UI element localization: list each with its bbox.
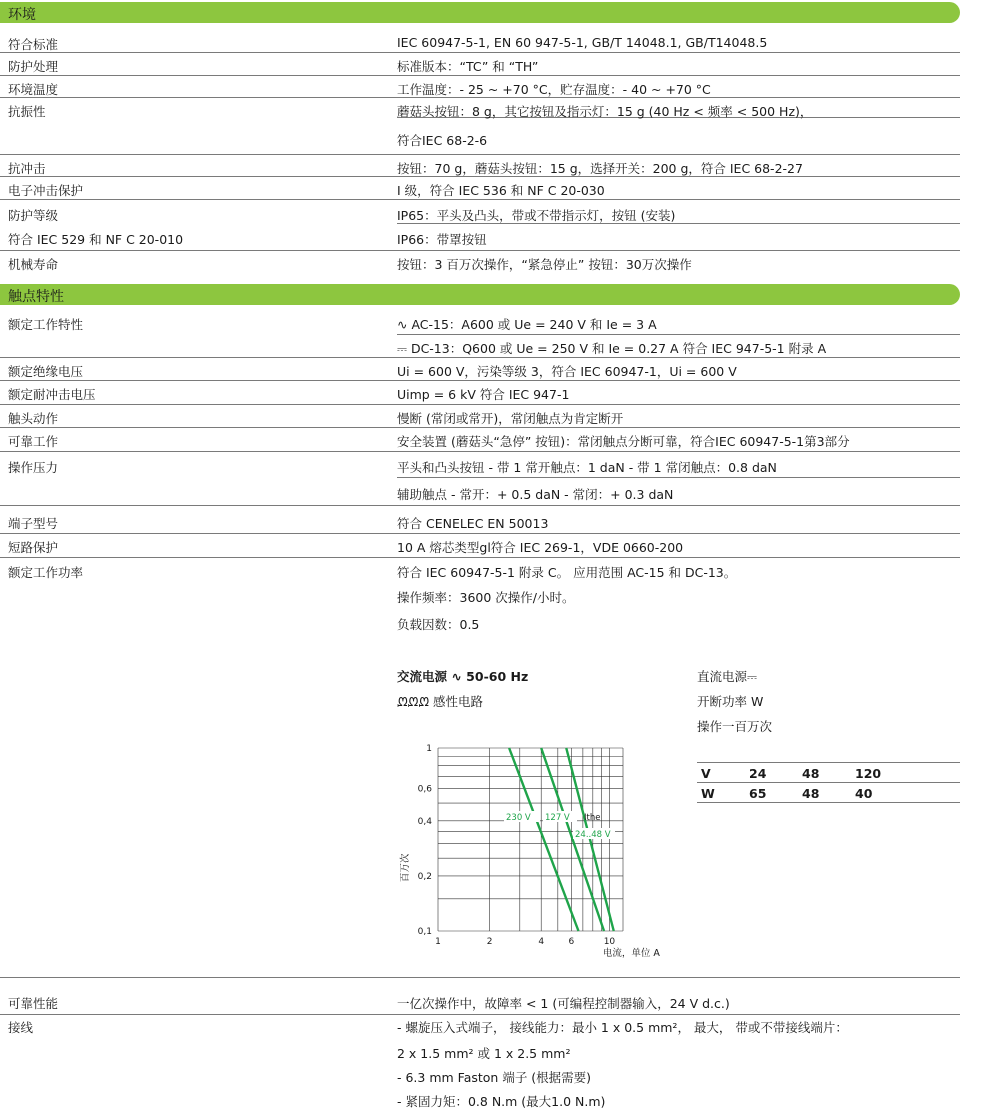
- spec-label: 额定工作特性: [8, 317, 84, 332]
- spec-row: [0, 156, 960, 177]
- x-tick-label: 1: [435, 937, 441, 947]
- table-cell: 48: [802, 766, 820, 781]
- spec-label: 抗冲击: [8, 161, 46, 176]
- spec-value: Uimp = 6 kV 符合 IEC 947-1: [397, 387, 570, 402]
- spec-label: 电子冲击保护: [8, 183, 84, 198]
- y-axis-label: 百万次: [400, 853, 411, 883]
- power-label: 额定工作功率: [8, 565, 84, 580]
- spec-value: 慢断 (常闭或常开)，常闭触点为肯定断开: [397, 411, 624, 426]
- y-tick-label: 0,2: [417, 871, 432, 882]
- x-axis-label: 电流，单位 A: [602, 948, 660, 959]
- spec-label: 可靠性能: [8, 996, 59, 1011]
- spec-value: 10 A 熔芯类型gl符合 IEC 269-1，VDE 0660-200: [397, 540, 684, 555]
- y-tick-label: 0,4: [417, 816, 432, 827]
- spec-value: 标准版本：“TC” 和 “TH”: [397, 59, 539, 74]
- table-cell: V: [701, 766, 711, 781]
- spec-value: 辅助触点 - 常开：+ 0.5 daN - 常闭：+ 0.3 daN: [397, 487, 674, 502]
- spec-row: [0, 178, 960, 200]
- table-cell: 48: [802, 786, 820, 801]
- table-row: [697, 762, 960, 783]
- wiring-line: - 螺旋压入式端子， 接线能力：最小 1 x 0.5 mm²， 最大， 带或不带接线端片：: [397, 1020, 848, 1035]
- table-cell: W: [701, 786, 715, 801]
- spec-value: 按钮：70 g，蘑菇头按钮：15 g，选择开关：200 g，符合 IEC 68-2-27: [397, 161, 803, 176]
- spec-label: 符合 IEC 529 和 NF C 20-010: [8, 232, 184, 247]
- wiring-line: - 6.3 mm Faston 端子 (根据需要): [397, 1070, 592, 1085]
- spec-row: [0, 99, 960, 155]
- spec-row: [0, 203, 960, 227]
- spec-row: [0, 382, 960, 405]
- section-title: 环境: [8, 7, 36, 23]
- y-tick-label: 1: [426, 744, 432, 754]
- spec-label: 防护等级: [8, 208, 59, 223]
- spec-row: [0, 227, 960, 251]
- table-cell: 24: [749, 766, 767, 781]
- x-tick-label: 10: [603, 937, 616, 947]
- spec-label: 抗振性: [8, 104, 46, 119]
- spec-row: [0, 312, 960, 358]
- series-label: 230 V: [506, 813, 531, 823]
- spec-row: [0, 406, 960, 428]
- spec-row: [0, 359, 960, 381]
- spec-value: ⎓ DC-13：Q600 或 Ue = 250 V 和 Ie = 0.27 A 符合 IEC 947-5-1 附录 A: [397, 341, 827, 356]
- spec-row: [0, 511, 960, 534]
- spec-label: 可靠工作: [8, 434, 59, 449]
- inductive-circuit-label: ᘻᘻᘻ 感性电路: [397, 694, 483, 709]
- spec-value: 工作温度：- 25 ~ +70 °C，贮存温度：- 40 ~ +70 °C: [397, 82, 711, 97]
- ithe-annotation: Ithe: [584, 813, 601, 823]
- spec-label: 符合标准: [8, 37, 59, 52]
- spec-row: [0, 32, 960, 53]
- spec-divider: [0, 1013, 960, 1015]
- table-row: [697, 782, 960, 803]
- table-bottom-rule: [697, 802, 960, 803]
- power-line: 负载因数：0.5: [397, 617, 480, 632]
- spec-value: 按钮：3 百万次操作，“紧急停止” 按钮：30万次操作: [397, 257, 692, 272]
- spec-row: [0, 535, 960, 558]
- spec-value: IP65：平头及凸头，带或不带指示灯，按钮 (安装): [397, 208, 676, 223]
- wiring-line: 2 x 1.5 mm² 或 1 x 2.5 mm²: [397, 1046, 571, 1061]
- ac-supply-title: 交流电源 ∿ 50-60 Hz: [397, 669, 529, 684]
- wiring-line: - 紧固力矩：0.8 N.m (最大1.0 N.m): [397, 1094, 606, 1109]
- spec-value: 安全装置 (蘑菇头“急停” 按钮)：常闭触点分断可靠，符合IEC 60947-5-1第3部分: [397, 434, 850, 449]
- spec-value: 符合IEC 68-2-6: [397, 133, 488, 148]
- spec-value: Ui = 600 V，污染等级 3，符合 IEC 60947-1，Ui = 600 V: [397, 364, 737, 379]
- x-tick-label: 2: [486, 937, 493, 947]
- y-tick-label: 0,1: [417, 927, 432, 937]
- spec-value: 符合 CENELEC EN 50013: [397, 516, 549, 531]
- spec-row: [0, 429, 960, 452]
- spec-value: 一亿次操作中，故障率 < 1 (可编程控制器输入，24 V d.c.): [397, 996, 730, 1011]
- spec-label: 操作压力: [8, 460, 59, 475]
- spec-value: IP66：带罩按钮: [397, 232, 487, 247]
- spec-label: 端子型号: [8, 516, 59, 531]
- section-header-contact: [0, 284, 960, 305]
- table-cell: 120: [855, 766, 882, 781]
- spec-row: [0, 455, 960, 506]
- table-cell: 65: [749, 786, 767, 801]
- spec-label: 环境温度: [8, 82, 59, 97]
- spec-label: 短路保护: [8, 540, 59, 555]
- table-cell: 40: [855, 786, 873, 801]
- x-tick-label: 4: [538, 937, 545, 947]
- spec-row: [0, 77, 960, 98]
- series-label: 127 V: [545, 813, 570, 823]
- section-title: 触点特性: [8, 289, 64, 305]
- spec-value: 蘑菇头按钮：8 g，其它按钮及指示灯：15 g (40 Hz < 频率 < 500 Hz)，: [397, 104, 813, 119]
- spec-label: 额定绝缘电压: [8, 364, 84, 379]
- y-tick-label: 0,6: [417, 784, 432, 795]
- series-label: 24..48 V: [575, 830, 611, 840]
- spec-value: ∿ AC-15：A600 或 Ue = 240 V 和 Ie = 3 A: [397, 317, 657, 332]
- wiring-label: 接线: [8, 1020, 34, 1035]
- spec-label: 触头动作: [8, 411, 59, 426]
- spec-label: 防护处理: [8, 59, 59, 74]
- spec-row: [0, 252, 960, 274]
- breaking-power-label: 开断功率 W: [697, 694, 764, 709]
- spec-value: 平头和凸头按钮 - 带 1 常开触点：1 daN - 带 1 常闭触点：0.8 daN: [397, 460, 777, 475]
- spec-label: 机械寿命: [8, 257, 59, 272]
- spec-value: I 级，符合 IEC 536 和 NF C 20-030: [397, 183, 605, 198]
- power-line: 符合 IEC 60947-5-1 附录 C。 应用范围 AC-15 和 DC-13。: [397, 565, 737, 580]
- power-line: 操作频率：3600 次操作/小时。: [397, 590, 575, 605]
- section-header-environment: [0, 2, 960, 23]
- one-million-ops-label: 操作一百万次: [697, 719, 773, 734]
- spec-row: [0, 54, 960, 76]
- spec-label: 额定耐冲击电压: [8, 387, 96, 402]
- x-tick-label: 6: [568, 937, 575, 947]
- dc-supply-title: 直流电源⎓: [697, 669, 757, 684]
- electrical-durability-chart: [398, 740, 660, 972]
- spec-row: [0, 977, 960, 1011]
- spec-value: IEC 60947-5-1, EN 60 947-5-1, GB/T 14048.1, GB/T14048.5: [397, 35, 768, 50]
